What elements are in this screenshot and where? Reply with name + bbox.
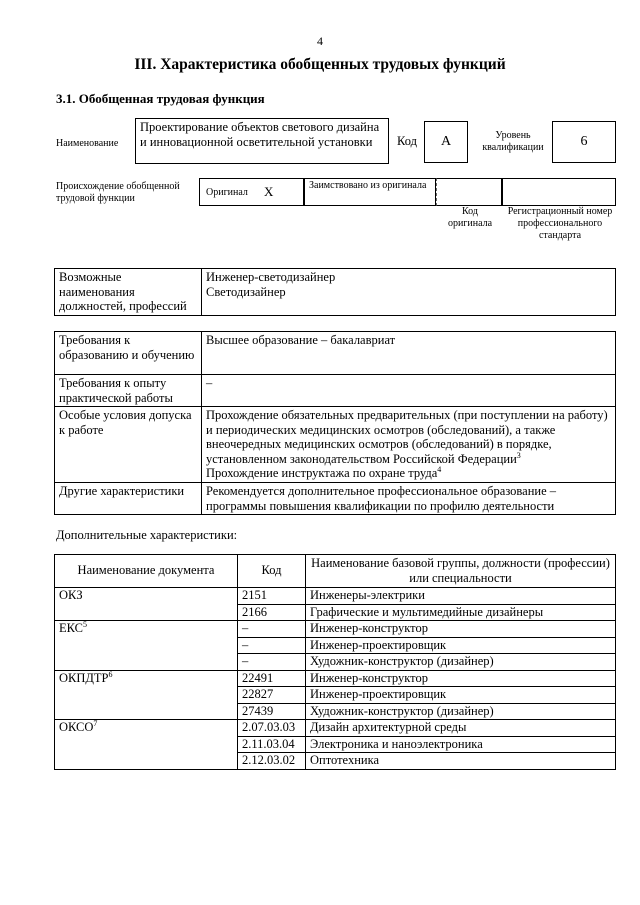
- footnote-ref: 6: [108, 669, 113, 679]
- req-label: Требования к образованию и обучению: [55, 332, 202, 375]
- header-group: Наименование базовой группы, должности (профессии) или специальности: [306, 555, 616, 588]
- additional-table: [54, 554, 616, 770]
- req-text: Прохождение инструктажа по охране труда: [206, 466, 438, 480]
- original-mark: X: [264, 184, 274, 199]
- header-doc: Наименование документа: [55, 555, 238, 588]
- doc-label: ЕКС: [59, 621, 83, 635]
- row-code: 2166: [238, 604, 306, 621]
- code-original-label: Код оригинала: [447, 206, 493, 229]
- footnote-ref: 7: [93, 718, 98, 728]
- table-row: [55, 720, 616, 737]
- borrowed-label: Заимствовано из оригинала: [309, 180, 427, 191]
- origin-label: Происхождение обобщенной трудовой функции: [56, 181, 180, 204]
- code-value: А: [440, 134, 452, 149]
- requirements-table: [54, 331, 616, 515]
- row-title: Электроника и наноэлектроника: [306, 736, 616, 753]
- row-title: Инженеры-электрики: [306, 588, 616, 605]
- row-code: –: [238, 637, 306, 654]
- row-title: Оптотехника: [306, 753, 616, 770]
- table-row: [55, 588, 616, 605]
- req-value: Высшее образование – бакалавриат: [202, 332, 616, 375]
- row-code: 27439: [238, 703, 306, 720]
- row-title: Инженер-проектировщик: [306, 687, 616, 704]
- name-value-box: [135, 118, 389, 164]
- table-row: [55, 621, 616, 638]
- req-label: Особые условия допуска к работе: [55, 407, 202, 483]
- row-code: 22827: [238, 687, 306, 704]
- code-label: Код: [397, 134, 417, 148]
- table-row: [55, 670, 616, 687]
- original-box: [199, 178, 304, 206]
- row-title: Дизайн архитектурной среды: [306, 720, 616, 737]
- original-label: Оригинал: [206, 187, 248, 198]
- footnote-ref: 5: [83, 619, 87, 629]
- name-label: Наименование: [56, 138, 119, 149]
- req-value: [202, 407, 616, 483]
- subsection-title: 3.1. Обобщенная трудовая функция: [56, 91, 265, 106]
- reg-number-box: [502, 178, 616, 206]
- footnote-ref: 3: [516, 450, 521, 460]
- additional-title: Дополнительные характеристики:: [56, 528, 238, 542]
- row-code: 2.07.03.03: [238, 720, 306, 737]
- row-title: Художник-конструктор (дизайнер): [306, 703, 616, 720]
- borrowed-box: [304, 178, 436, 206]
- row-code: –: [238, 621, 306, 638]
- req-text: Прохождение обязательных предварительных (при поступлении на работу) и периодических медицинских осмотров (обследований), а также внеочередных медицинских осмотров (обследований) в порядке, установленном законодательством Российской Федерации: [206, 408, 608, 466]
- position-item: Инженер-светодизайнер: [206, 270, 336, 284]
- header-code: Код: [238, 555, 306, 588]
- footnote-ref: 4: [437, 464, 442, 474]
- row-title: Графические и мультимедийные дизайнеры: [306, 604, 616, 621]
- row-code: 2.11.03.04: [238, 736, 306, 753]
- code-value-box: [424, 121, 468, 163]
- doc-label: ОКПДТР: [59, 670, 109, 685]
- req-label: Другие характеристики: [55, 483, 202, 515]
- row-title: Инженер-конструктор: [306, 621, 616, 638]
- row-title: Художник-конструктор (дизайнер): [306, 654, 616, 671]
- row-code: –: [238, 654, 306, 671]
- positions-label: Возможные наименования должностей, профессий: [55, 269, 202, 316]
- row-code: 2.12.03.02: [238, 753, 306, 770]
- req-label: Требования к опыту практической работы: [55, 375, 202, 407]
- positions-table: [54, 268, 616, 316]
- doc-label: ОКЗ: [59, 588, 83, 602]
- row-code: 22491: [238, 670, 306, 687]
- section-title: III. Характеристика обобщенных трудовых функций: [134, 56, 506, 73]
- req-value: –: [202, 375, 616, 407]
- req-value: Рекомендуется дополнительное профессиональное образование – программы повышения квалификации по профилю деятельности: [202, 483, 616, 515]
- doc-label: ОКСО: [59, 720, 94, 734]
- doc-name: [55, 670, 238, 720]
- level-label: Уровень квалификации: [482, 130, 544, 153]
- level-value-box: [552, 121, 616, 163]
- name-value: Проектирование объектов светового дизайна и инновационной осветительной установки: [140, 120, 380, 149]
- positions-values: [202, 269, 616, 316]
- position-item: Светодизайнер: [206, 284, 286, 299]
- row-code: 2151: [238, 588, 306, 605]
- doc-name: [55, 588, 238, 621]
- row-title: Инженер-конструктор: [306, 670, 616, 687]
- page-number: 4: [317, 34, 323, 48]
- reg-number-label: Регистрационный номер профессионального стандарта: [507, 206, 613, 241]
- level-value: 6: [580, 134, 588, 149]
- doc-name: [55, 621, 238, 671]
- row-title: Инженер-проектировщик: [306, 637, 616, 654]
- doc-name: [55, 720, 238, 770]
- code-original-box: [436, 178, 502, 206]
